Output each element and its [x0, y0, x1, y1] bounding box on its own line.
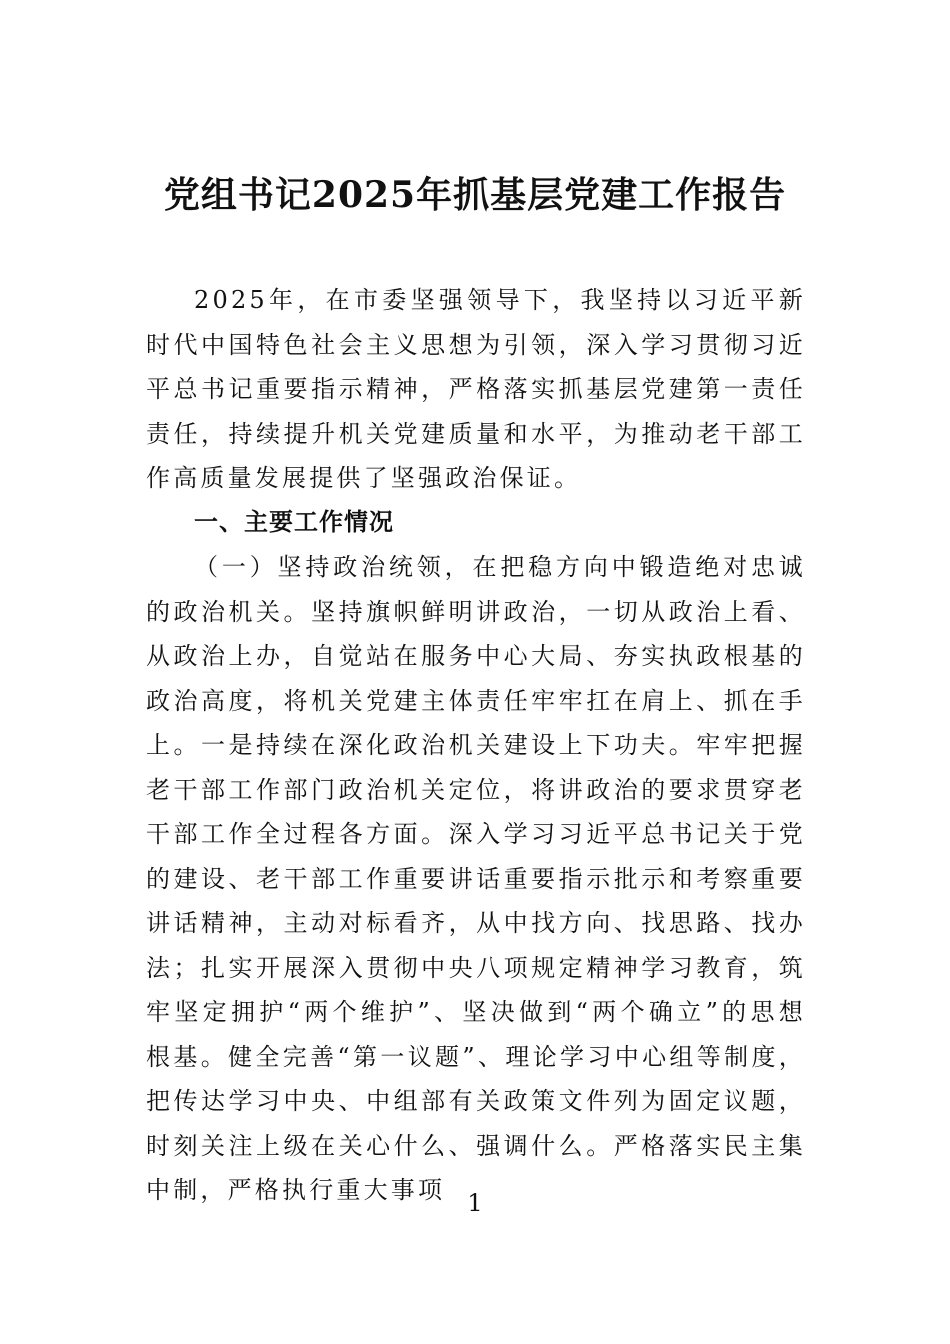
document-title: 党组书记2025年抓基层党建工作报告	[163, 174, 787, 216]
section-heading: 一、主要工作情况	[194, 508, 394, 536]
page-number: 1	[467, 1189, 483, 1217]
section-paragraph: （一）坚持政治统领，在把稳方向中锻造绝对忠诚的政治机关。坚持旗帜鲜明讲政治，一切从政治上看、从政治上办，自觉站在服务中心大局、夯实执政根基的政治高度，将机关党建主体责任牢牢扛在肩上、抓在手上。一是持续在深化政治机关建设上下功夫。牢牢把握老干部工作部门政治机关定位，将讲政治的要求贯穿老干部工作全过程各方面。深入学习习近平总书记关于党的建设、老干部工作重要讲话重要指示批示和考察重要讲话精神，主动对标看齐，从中找方向、找思路、找办法；扎实开展深入贯彻中央八项规定精神学习教育，筑牢坚定拥护“两个维护”、坚决做到“两个确立”的思想根基。健全完善“第一议题”、理论学习中心组等制度，把传达学习中央、中组部有关政策文件列为固定议题，时刻关注上级在关心什么、强调什么。严格落实民主集中制，严格执行重大事项	[146, 553, 806, 1204]
intro-paragraph: 2025年，在市委坚强领导下，我坚持以习近平新时代中国特色社会主义思想为引领，深入学习贯彻习近平总书记重要指示精神，严格落实抓基层党建第一责任责任，持续提升机关党建质量和水平，为推动老干部工作高质量发展提供了坚强政治保证。	[146, 286, 806, 492]
